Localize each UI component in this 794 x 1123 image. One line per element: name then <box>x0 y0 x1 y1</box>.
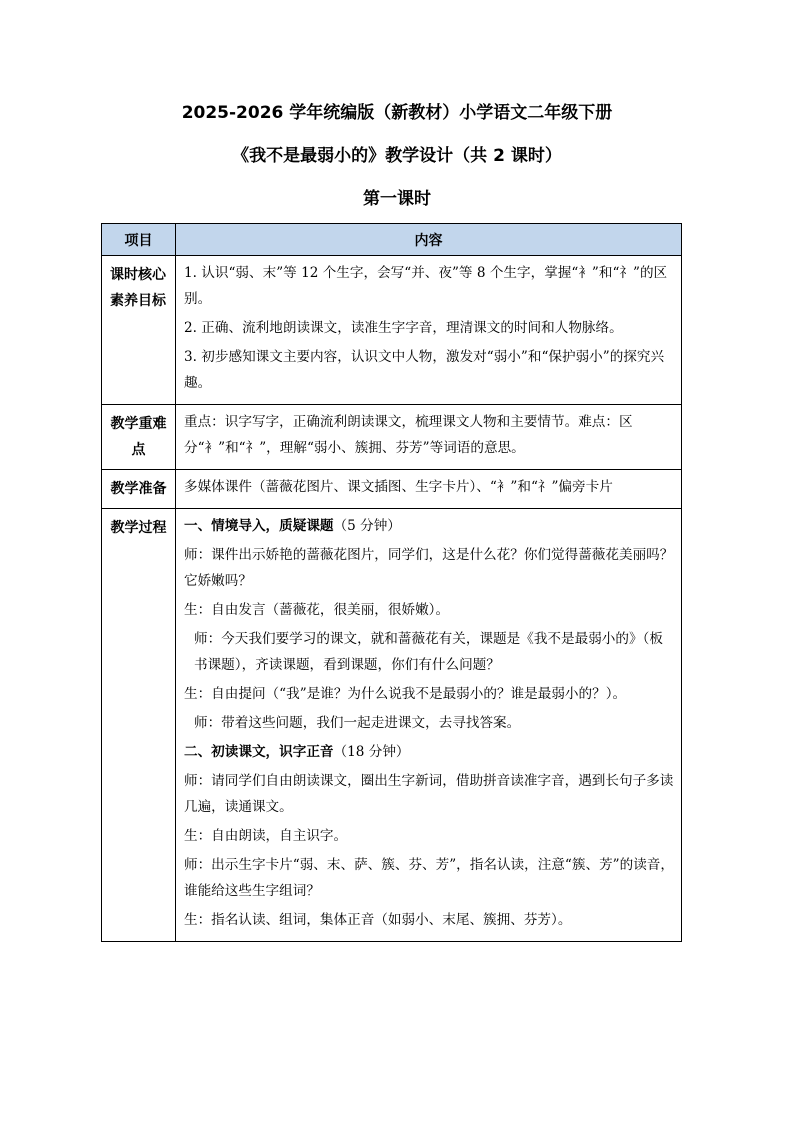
row-label: 教学准备 <box>102 470 176 509</box>
objective-item: 1. 认识“弱、末”等 12 个生字，会写“并、夜”等 8 个生字，掌握“衤”和“礻”的区别。 <box>184 265 668 307</box>
row-label: 教学重难点 <box>102 405 176 470</box>
column-header-item: 项目 <box>102 224 176 256</box>
dialogue-line: 师：带着这些问题，我们一起走进课文，去寻找答案。 <box>194 715 521 731</box>
dialogue-line: 师：请同学们自由朗读课文，圈出生字新词，借助拼音读准字音，遇到长句子多读几遍，读通课文。 <box>184 773 674 815</box>
dialogue-line: 师：出示生字卡片“弱、末、萨、簇、芬、芳”，指名认读，注意“簇、芳”的读音，谁能给这些生字组词？ <box>184 857 674 899</box>
dialogue-line: 生：自由提问（“我”是谁？为什么说我不是最弱小的？谁是最弱小的？）。 <box>184 686 627 702</box>
document-header <box>0 102 794 210</box>
key-points-text: 重点：识字写字，正确流利朗读课文，梳理课文人物和主要情节。难点：区分“衤”和“礻”，理解“弱小、簇拥、芬芳”等词语的意思。 <box>184 414 633 456</box>
lesson-heading: 第一课时 <box>363 189 431 209</box>
section-time: （5 分钟） <box>333 518 401 534</box>
dialogue-line: 生：指名认读、组词，集体正音（如弱小、末尾、簇拥、芬芳）。 <box>184 912 572 928</box>
row-label: 课时核心素养目标 <box>102 256 176 405</box>
table-row <box>102 470 682 509</box>
table-row <box>102 256 682 405</box>
dialogue-line: 师：今天我们要学习的课文，就和蔷薇花有关，课题是《我不是最弱小的》（板书课题），齐读课题，看到课题，你们有什么问题？ <box>194 631 663 673</box>
row-content <box>176 256 682 405</box>
document-subtitle: 《我不是最弱小的》教学设计（共 2 课时） <box>232 146 562 166</box>
preparation-text: 多媒体课件（蔷薇花图片、课文插图、生字卡片）、“衤”和“礻”偏旁卡片 <box>184 479 613 495</box>
lesson-plan-table <box>101 223 682 942</box>
column-header-content: 内容 <box>176 224 682 256</box>
row-content <box>176 509 682 942</box>
dialogue-line: 师：课件出示娇艳的蔷薇花图片，同学们，这是什么花？你们觉得蔷薇花美丽吗？它娇嫩吗？ <box>184 547 674 589</box>
section-time: （18 分钟） <box>333 744 410 760</box>
section-heading <box>184 513 675 539</box>
table-row <box>102 405 682 470</box>
objective-item: 3. 初步感知课文主要内容，认识文中人物，激发对“弱小”和“保护弱小”的探究兴趣。 <box>184 349 665 391</box>
section-title: 一、情境导入，质疑课题 <box>184 518 334 534</box>
row-label: 教学过程 <box>102 509 176 942</box>
row-content <box>176 470 682 509</box>
objective-item: 2. 正确、流利地朗读课文，读准生字字音，理清课文的时间和人物脉络。 <box>184 320 623 336</box>
table-row <box>102 509 682 942</box>
dialogue-line: 生：自由发言（蔷薇花，很美丽，很娇嫩）。 <box>184 602 450 618</box>
section-heading <box>184 739 675 765</box>
dialogue-line: 生：自由朗读，自主识字。 <box>184 828 348 844</box>
section-title: 二、初读课文，识字正音 <box>184 744 334 760</box>
document-title: 2025-2026 学年统编版（新教材）小学语文二年级下册 <box>181 103 613 123</box>
table-header-row <box>102 224 682 256</box>
row-content <box>176 405 682 470</box>
